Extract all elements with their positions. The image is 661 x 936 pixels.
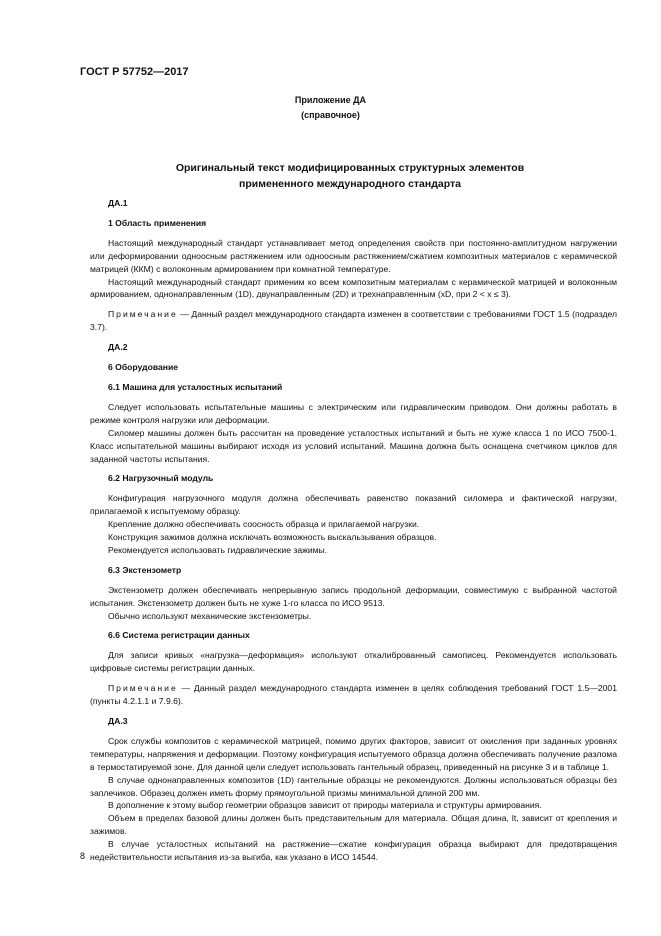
subsection-heading-extensometer: 6.3 Экстензометр [108, 564, 182, 575]
section-heading-da1: ДА.1 [108, 198, 128, 208]
note-label: Примечание [108, 683, 178, 694]
paragraph: Конструкция зажимов должна исключать возможность выскальзывания образцов. [108, 532, 437, 543]
note-text: — Данный раздел международного стандарта изменен в соответствии с требованиями ГОСТ 1.5 (подраздел 3.7). [90, 309, 617, 333]
paragraph: Следует использовать испытательные машины с электрическим или гидравлическим приводом. Они должны работать в режиме контроля нагрузки или деформации. [90, 401, 617, 425]
appendix-subtitle: (справочное) [301, 110, 360, 120]
subsection-heading-fatigue-machine: 6.1 Машина для усталостных испытаний [108, 381, 283, 392]
paragraph: Экстензометр должен обеспечивать непрерывную запись продольной деформации, совместимую с выбранной частотой испытания. Экстензометр должен быть не хуже 1-го класса по ИСО 9513. [90, 584, 617, 608]
subsection-heading-load-module: 6.2 Нагрузочный модуль [108, 473, 214, 484]
note-text: — Данный раздел международного стандарта изменен в целях соблюдения требований ГОСТ 1.5—2001 (пункты 4.2.1.1 и 7.9.6). [90, 683, 617, 707]
document-title [120, 160, 580, 192]
paragraph: Рекомендуется использовать гидравлические зажимы. [108, 544, 328, 555]
section-heading-da2: ДА.2 [108, 342, 128, 353]
paragraph: Срок службы композитов с керамической матрицей, помимо других факторов, зависит от окисления при заданных уровнях температуры, напряжения и деформации. Поэтому конфигурация испытуемого образца должна обеспечивать получение разлома в термостатируемой зоне. Для данной цели следует использовать гантельный образец, приведенный на рисунке 3 и в таблице 1. [90, 735, 617, 772]
section-heading-equipment: 6 Оборудование [108, 362, 179, 373]
paragraph: Конфигурация нагрузочного модуля должна обеспечивать равенство показаний силомера и фактической нагрузки, прилагаемой к испытуемому образцу. [90, 493, 617, 517]
paragraph: Объем в пределах базовой длины должен быть представительным для материала. Общая длина, lt, зависит от крепления и зажимов. [90, 813, 617, 837]
paragraph: Силомер машины должен быть рассчитан на проведение усталостных испытаний и быть не хуже класса 1 по ИСО 7500-1. Класс испытательной машины выбирают исходя из условий испытаний. Машина должна быть оснащена счетчиком циклов для заданной частоты испытания. [90, 427, 617, 464]
paragraph: Настоящий международный стандарт устанавливает метод определения свойств при постоянно-амплитудном нагружении или деформировании одноосным растяжением или одноосным растяжением/сжатием композитных материалов с керамической матрицей (ККМ) с волоконным армированием при комнатной температуре. [90, 237, 617, 274]
paragraph: Обычно используют механические экстензометры. [108, 610, 312, 621]
appendix-title: Приложение ДА [294, 95, 367, 105]
document-title-line-1: Оригинальный текст модифицированных структурных элементов [175, 162, 525, 174]
document-body [90, 197, 617, 864]
note [90, 682, 617, 708]
paragraph: Настоящий международный стандарт применим ко всем композитным материалам с керамической матрицей и волоконным армированием, однонаправленным (1D), двунаправленным (2D) и трехнаправленным (xD, при 2 < x ≤ 3). [90, 276, 617, 300]
subsection-heading-data-recording: 6.6 Система регистрации данных [108, 630, 250, 641]
document-title-line-2: примененного международного стандарта [239, 178, 461, 190]
note-label: Примечание [108, 309, 178, 320]
section-heading-scope: 1 Область применения [108, 217, 207, 228]
paragraph: В случае усталостных испытаний на растяжение—сжатие конфигурация образца выбирают для предотвращения недействительности испытания из-за выгиба, как указано в ИСО 14544. [90, 839, 617, 863]
standard-designation: ГОСТ Р 57752—2017 [80, 66, 189, 78]
section-heading-da3: ДА.3 [108, 716, 128, 726]
paragraph: Для записи кривых «нагрузка—деформация» используют откалиброванный самописец. Рекомендуется использовать цифровые системы регистрации данных. [90, 650, 617, 674]
page-number: 8 [80, 851, 86, 861]
paragraph: В дополнение к этому выбор геометрии образцов зависит от природы материала и структуры армирования. [108, 800, 542, 811]
paragraph: Крепление должно обеспечивать соосность образца и прилагаемой нагрузки. [108, 519, 420, 530]
paragraph: В случае однонаправленных композитов (1D) гантельные образцы не рекомендуются. Должны использоваться образцы без заплечиков. Образец должен иметь форму прямоугольной призмы минимальной длиной 200 мм. [90, 774, 617, 798]
note [90, 308, 617, 334]
